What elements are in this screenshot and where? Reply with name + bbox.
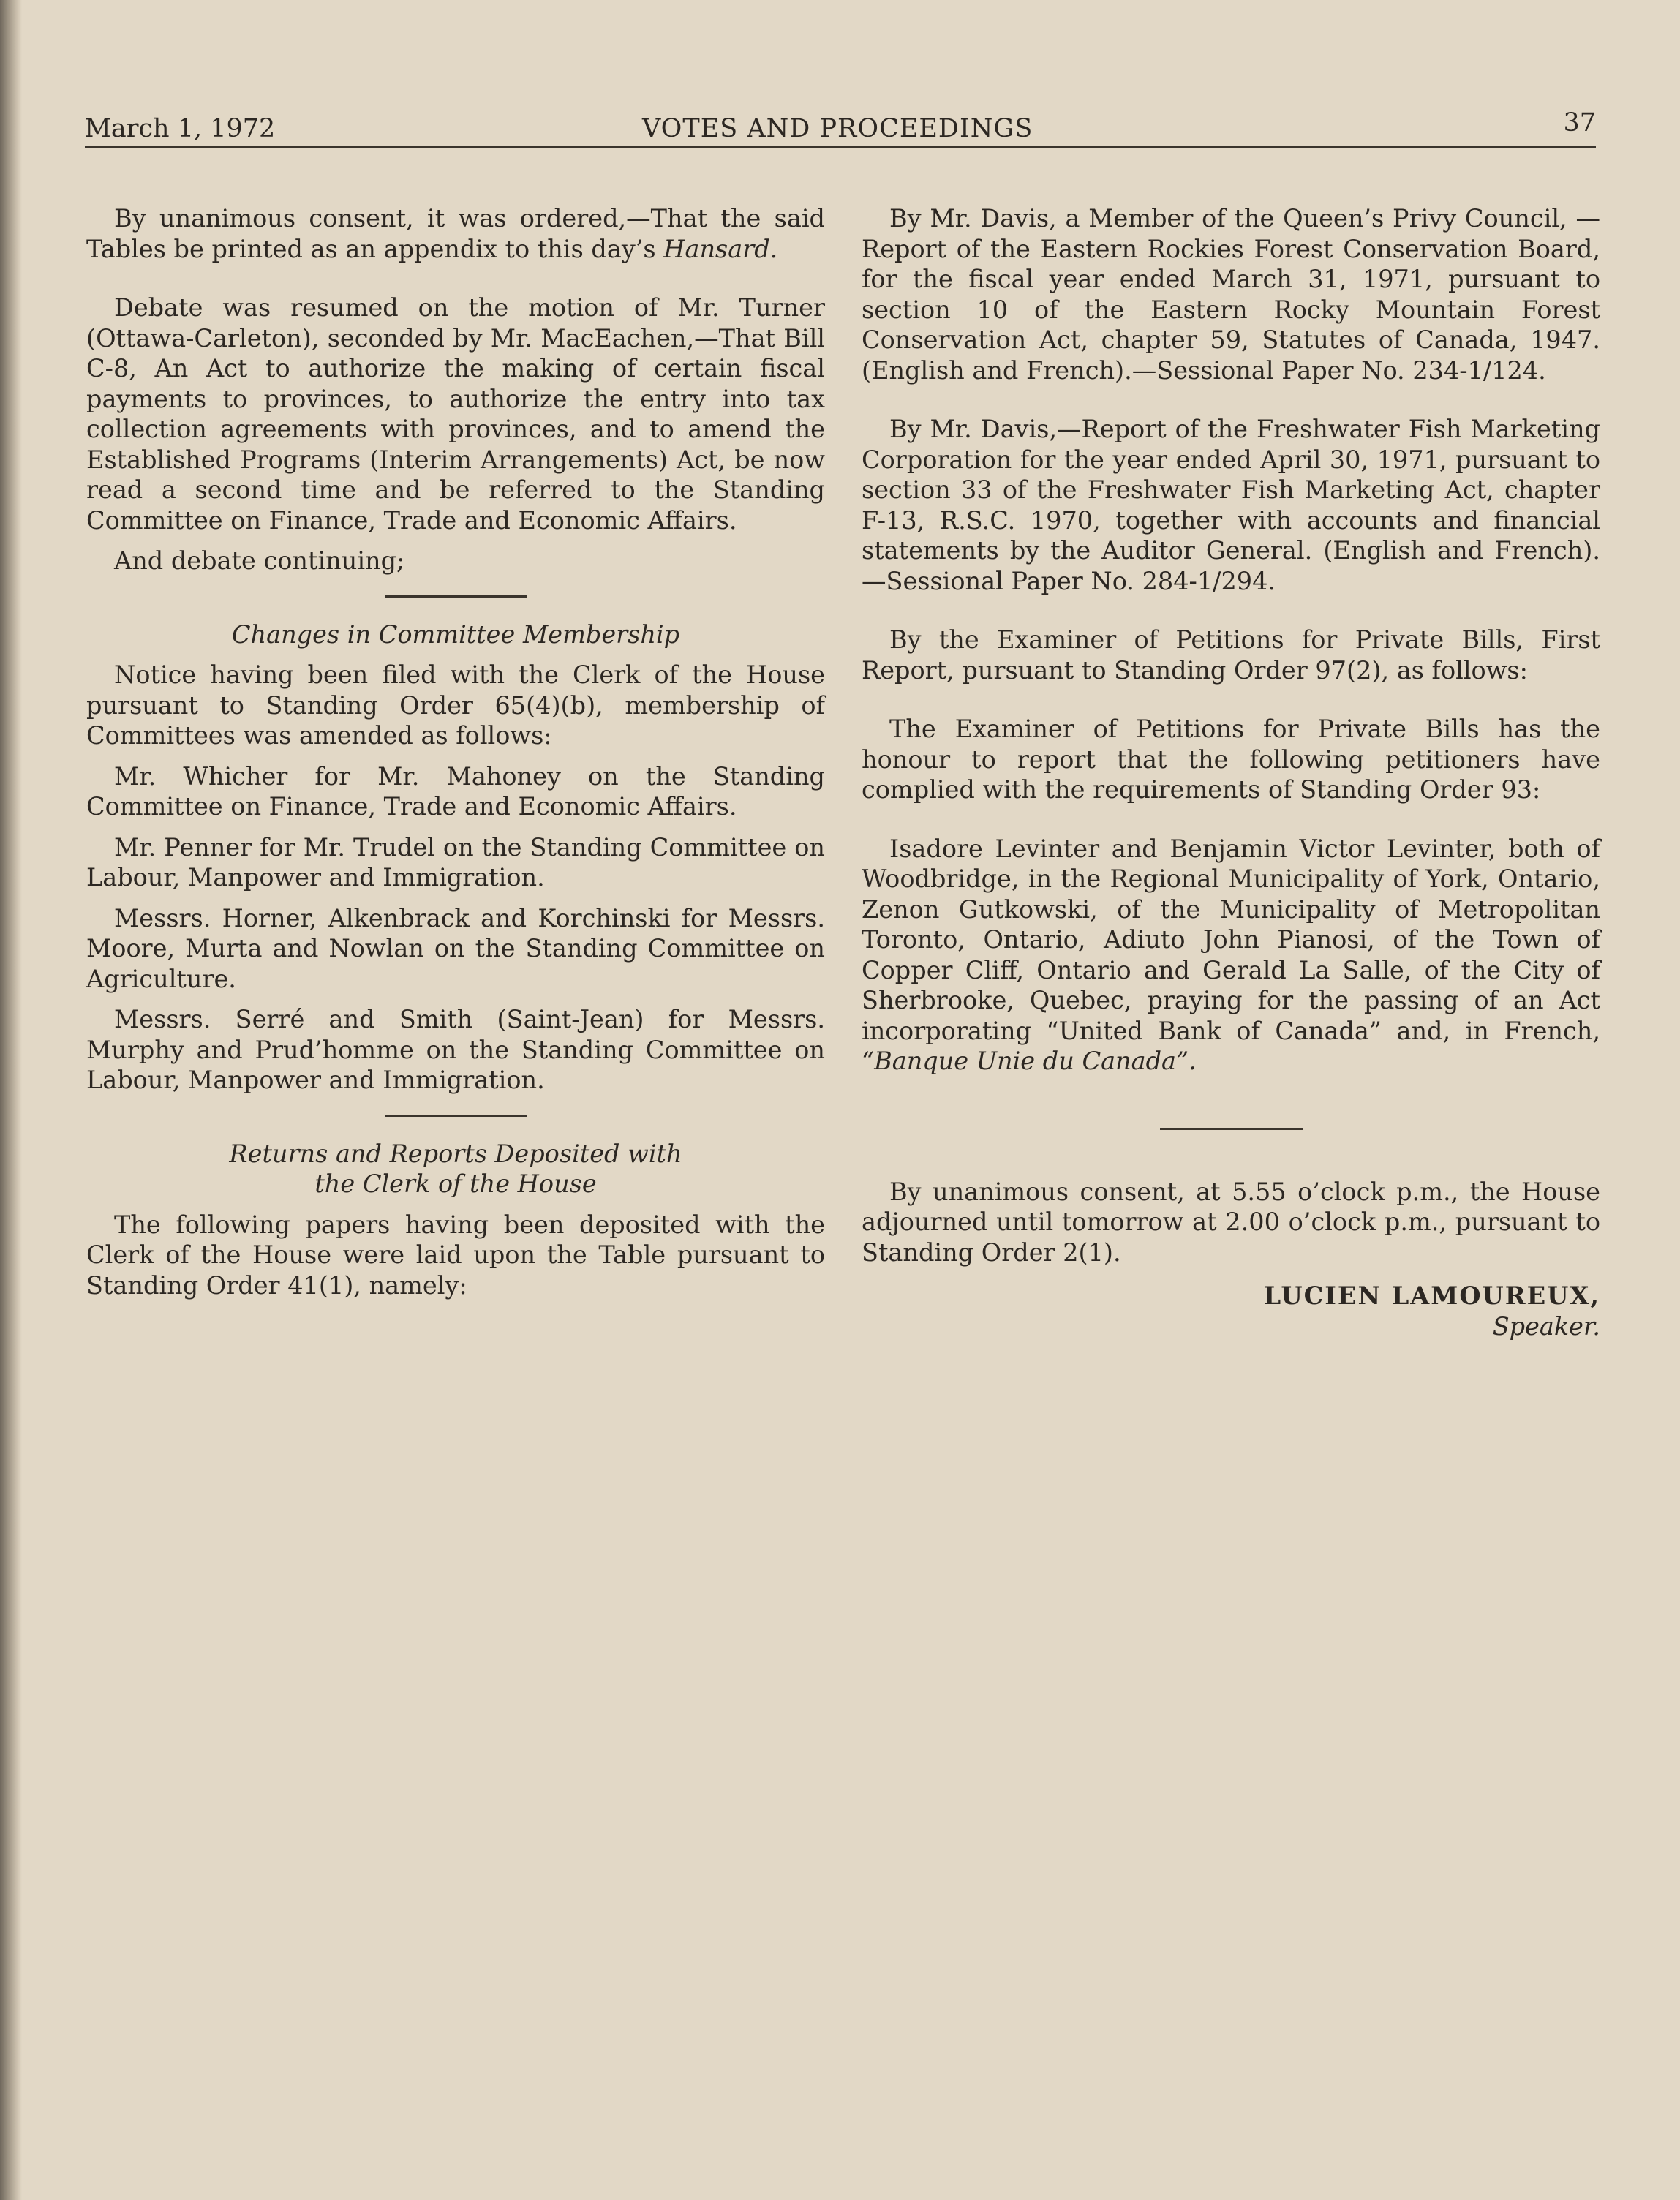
paragraph-levinter xyxy=(862,834,1600,1077)
paragraph-serre: Messrs. Serré and Smith (Saint-Jean) for Messrs. Murphy and Prud’homme on the Standing Committee on Labour, Manpower and Immigration. xyxy=(86,1005,825,1094)
paragraph-debate-continuing: And debate continuing; xyxy=(114,546,405,575)
paragraph-levinter-text: Isadore Levinter and Benjamin Victor Levinter, both of Woodbridge, in the Regional Municipality of York, Ontario, Zenon Gutkowski, of the Municipality of Metropolitan Toronto, Ontario, Adiuto John Pianosi, of the Town of Copper Cliff, Ontario and Gerald La Salle, of the City of Sherbrooke, Quebec, praying for the passing of an Act incorporating “United Bank of Canada” and, in French, xyxy=(862,834,1600,1045)
signature-name: LUCIEN LAMOUREUX, xyxy=(1263,1281,1600,1310)
signature-role: Speaker. xyxy=(1492,1311,1600,1341)
paragraph-papers: The following papers having been deposited with the Clerk of the House were laid upon the Table pursuant to Standing Order 41(1), namely: xyxy=(86,1210,825,1300)
heading-committee-membership: Changes in Committee Membership xyxy=(231,619,680,649)
section-divider xyxy=(1160,1128,1303,1130)
paragraph-davis-fish: By Mr. Davis,—Report of the Freshwater Fish Marketing Corporation for the year ended April 30, 1971, pursuant to section 33 of the Freshwater Fish Marketing Act, chapter F-13, R.S.C. 1970, together with accounts and financial statements by the Auditor General. (English and French).—Sessional Paper No. 284-1/294. xyxy=(862,415,1600,595)
paragraph-consent xyxy=(86,203,825,264)
left-column xyxy=(86,203,825,1300)
paragraph-honour: The Examiner of Petitions for Private Bills has the honour to report that the following petitioners have complied with the requirements of Standing Order 93: xyxy=(862,715,1600,804)
paragraph-debate: Debate was resumed on the motion of Mr. Turner (Ottawa-Carleton), seconded by Mr. MacEachen,—That Bill C-8, An Act to authorize the making of certain fiscal payments to provinces, to authorize the entry into tax collection agreements with provinces, and to amend the Established Programs (Interim Arrangements) Act, be now read a second time and be referred to the Standing Committee on Finance, Trade and Economic Affairs. xyxy=(86,293,825,535)
section-divider xyxy=(385,1115,527,1117)
running-header xyxy=(85,108,1596,148)
hansard-italic: Hansard. xyxy=(663,234,778,263)
heading-returns-line-2: the Clerk of the House xyxy=(314,1169,597,1198)
paragraph-horner: Messrs. Horner, Alkenbrack and Korchinski for Messrs. Moore, Murta and Nowlan on the Standing Committee on Agriculture. xyxy=(86,903,825,993)
paragraph-notice: Notice having been filed with the Clerk of the House pursuant to Standing Order 65(4)(b), membership of Committees was amended as follows: xyxy=(86,660,825,750)
paragraph-whicher: Mr. Whicher for Mr. Mahoney on the Standing Committee on Finance, Trade and Economic Affairs. xyxy=(86,761,825,821)
paragraph-adjourn: By unanimous consent, at 5.55 o’clock p.m., the House adjourned until tomorrow at 2.00 o’clock p.m., pursuant to Standing Order 2(1). xyxy=(862,1177,1600,1267)
paragraph-penner: Mr. Penner for Mr. Trudel on the Standing Committee on Labour, Manpower and Immigration. xyxy=(86,832,825,892)
page-number: 37 xyxy=(1563,108,1596,138)
paragraph-examiner: By the Examiner of Petitions for Private Bills, First Report, pursuant to Standing Order 97(2), as follows: xyxy=(862,625,1600,685)
paragraph-davis-forest: By Mr. Davis, a Member of the Queen’s Privy Council, —Report of the Eastern Rockies Forest Conservation Board, for the fiscal year ended March 31, 1971, pursuant to section 10 of the Eastern Rocky Mountain Forest Conservation Act, chapter 59, Statutes of Canada, 1947. (English and French).—Sessional Paper No. 234-1/124. xyxy=(862,204,1600,385)
heading-returns-line-1: Returns and Reports Deposited with xyxy=(229,1139,682,1168)
section-divider xyxy=(385,595,527,598)
banque-italic: “Banque Unie du Canada”. xyxy=(862,1047,1197,1075)
right-column xyxy=(862,203,1600,1341)
header-title: VOTES AND PROCEEDINGS xyxy=(642,114,1033,143)
paragraph-consent-text: By unanimous consent, it was ordered,—That the said Tables be printed as an appendix to this day’s xyxy=(86,204,825,263)
header-date: March 1, 1972 xyxy=(85,114,276,143)
